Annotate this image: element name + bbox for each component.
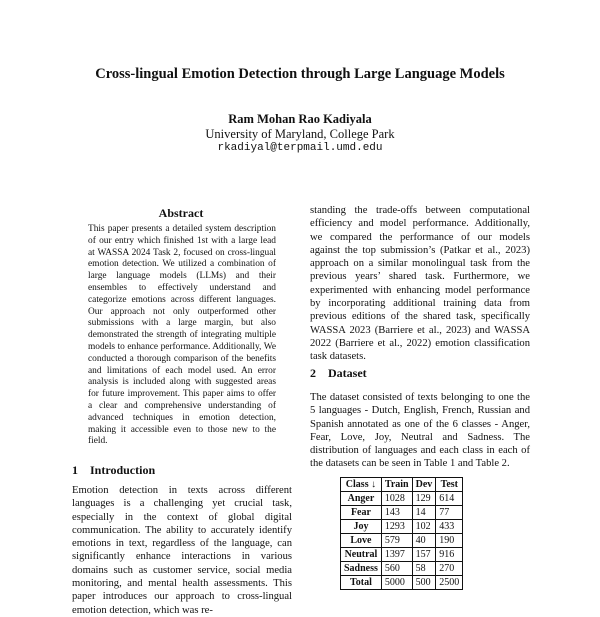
dataset-text: The dataset consisted of texts belonging to one the 5 languages - Dutch, English, French, Russian and Spanish annotated as one of the 6 classes - Anger, Fear, Love, Joy, Neutral and Sadness. The distribution of languages and each class in each of the datasets can be seen in Table 1 and Table 2. [310,392,530,470]
table-cell: 58 [412,562,436,576]
table-cell: Sadness [341,562,382,576]
table-cell: 2500 [436,576,463,590]
table-cell: 270 [436,562,463,576]
table-cell: 143 [381,506,412,520]
table-cell: 14 [412,506,436,520]
table-cell: 560 [381,562,412,576]
table-cell: 129 [412,492,436,506]
section-title: Dataset [328,366,367,380]
section-number: 2 [310,366,316,380]
table-cell: Fear [341,506,382,520]
section-number: 1 [72,463,78,477]
table-header-row [341,478,463,492]
introduction-heading [72,463,155,478]
table-cell: 1293 [381,520,412,534]
table-cell: 1028 [381,492,412,506]
table-cell: 5000 [381,576,412,590]
section-title: Introduction [90,463,156,477]
dataset-heading [310,366,367,381]
table-cell: Neutral [341,548,382,562]
table-cell: 102 [412,520,436,534]
table-cell: 500 [412,576,436,590]
table-cell: 190 [436,534,463,548]
abstract-heading: Abstract [158,206,204,220]
table-cell: 157 [412,548,436,562]
table-row [341,492,463,506]
table-cell: 579 [381,534,412,548]
table-cell: 1397 [381,548,412,562]
table-cell: 77 [436,506,463,520]
table-row [341,506,463,520]
author-affiliation: University of Maryland, College Park [205,127,395,141]
abstract-text: This paper presents a detailed system description of our entry which finished 1st with a large lead at WASSA 2024 Task 2, focused on cross-lingual emotion detection. We utilized a combination of large language models (LLMs) and their ensembles to effectively understand and categorize emotions across different languages. Our approach not only outperformed other submissions with a large margin, but also demonstrated the strength of integrating multiple models to enhance performance. Additionally, We conducted a thorough comparison of the benefits and limitations of each model used. An error analysis is included along with suggested areas for future improvement. This paper aims to offer a clear and comprehensive understanding of advanced techniques in emotion detection, making it accessible even to those new to the field. [88,224,276,447]
table-cell: 433 [436,520,463,534]
table-total-row [341,576,463,590]
table-cell: Joy [341,520,382,534]
table-cell: 614 [436,492,463,506]
table-row [341,534,463,548]
table-row [341,520,463,534]
class-distribution-table [340,477,463,590]
continued-paragraph: standing the trade-offs between computational efficiency and model performance. Additionally, we compared the performance of our models against the top submission’s (Patkar et al., 2023) approach on a similar monolingual task from the previous years’ shared task. Furthermore, we experimented with enhancing model performance by incorporating additional training data from previous editions of the shared task, specifically WASSA 2023 (Barriere et al., 2023) and WASSA 2022 (Barriere et al., 2022) emotion classification task datasets. [310,205,530,363]
table-header-cell: Dev [412,478,436,492]
author-name: Ram Mohan Rao Kadiyala [228,112,372,126]
paper-title: Cross-lingual Emotion Detection through Large Language Models [95,66,505,82]
table-cell: 40 [412,534,436,548]
table-cell: 916 [436,548,463,562]
table-row [341,548,463,562]
table-cell: Anger [341,492,382,506]
table-header-cell: Class ↓ [341,478,382,492]
table-row [341,562,463,576]
table-header-cell: Test [436,478,463,492]
table-header-cell: Train [381,478,412,492]
author-email: rkadiyal@terpmail.umd.edu [217,142,383,154]
table-cell: Total [341,576,382,590]
table-cell: Love [341,534,382,548]
introduction-text: Emotion detection in texts across different languages is a challenging yet crucial task, especially in the context of global digital communication. The ability to accurately identify emotions in text, regardless of the language, can significantly enhance interactions in various domains such as customer service, social media monitoring, and mental health assessments. This paper introduces our approach to cross-lingual emotion detection, which was re- [72,485,292,616]
